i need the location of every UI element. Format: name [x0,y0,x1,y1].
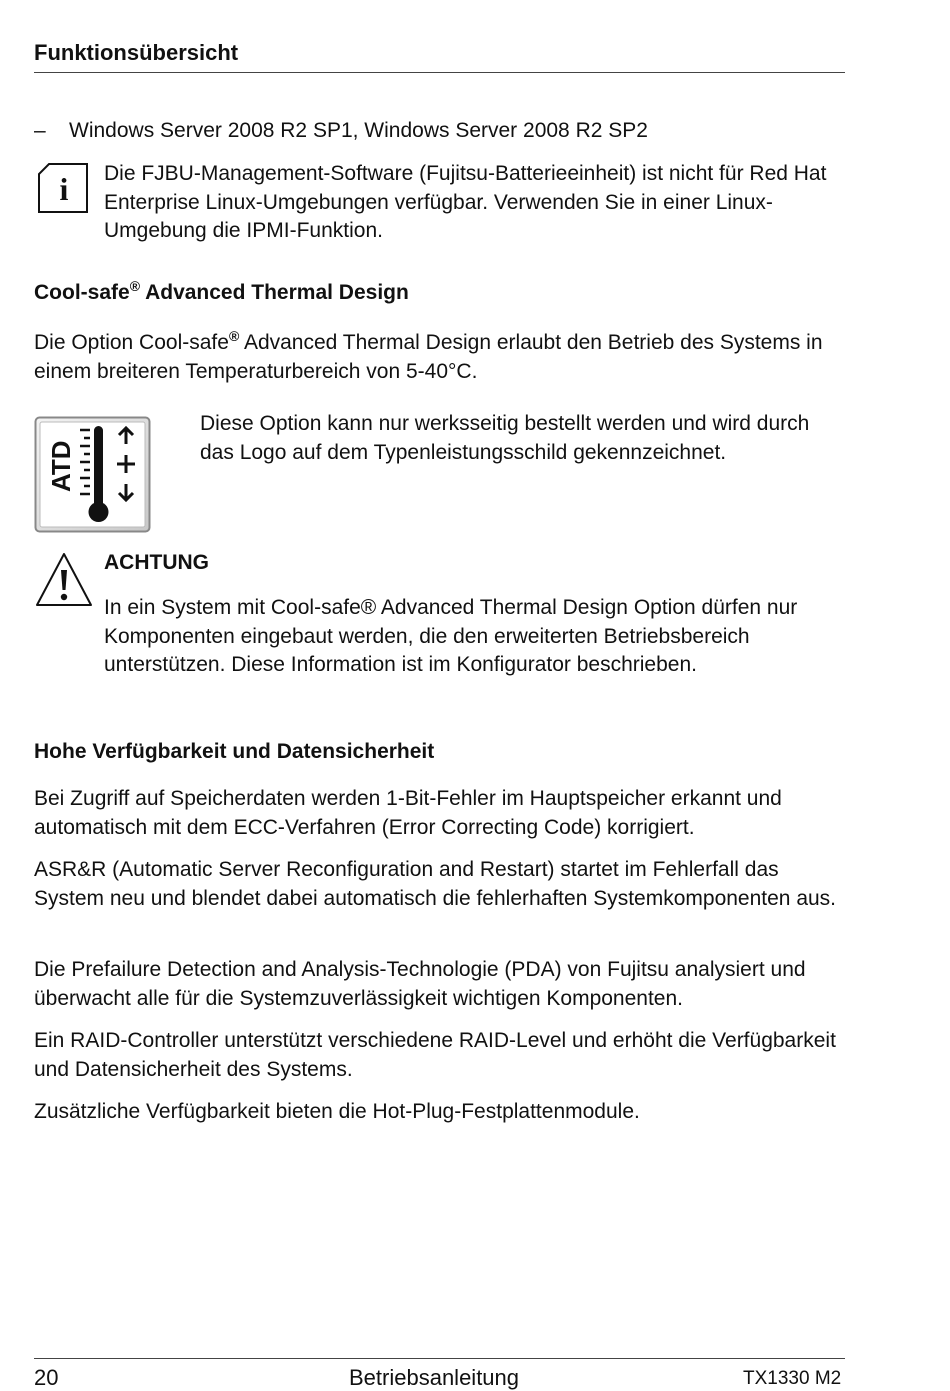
os-list-text: Windows Server 2008 R2 SP1, Windows Server 2008 R2 SP2 [69,119,648,142]
footer-doc-title: Betriebsanleitung [349,1365,520,1390]
caution-heading: ACHTUNG [104,551,209,574]
cool-safe-heading-post: Advanced Thermal Design [140,281,409,304]
atd-logo [34,416,151,533]
cool-safe-paragraph [34,322,844,386]
cool-safe-para-pre: Die Option Cool-safe [34,331,229,354]
cool-safe-heading [34,278,409,305]
atd-logo-description: Diese Option kann nur werksseitig bestellt werden und wird durch das Logo auf dem Typenleistungsschild gekennzeichnet. [200,412,810,464]
availability-paragraph: Die Prefailure Detection and Analysis-Technologie (PDA) von Fujitsu analysiert und überwacht alle für die Systemzuverlässigkeit wichtigen Komponenten. [34,958,806,1010]
list-dash: – [34,119,46,142]
section-header-title: Funktionsübersicht [34,40,239,65]
os-list-item [34,117,648,146]
availability-paragraph: Zusätzliche Verfügbarkeit bieten die Hot-Plug-Festplattenmodule. [34,1100,640,1123]
svg-text:i: i [59,171,69,207]
availability-paragraph: Ein RAID-Controller unterstützt verschiedene RAID-Level und erhöht die Verfügbarkeit und Datensicherheit des Systems. [34,1029,836,1081]
info-note-text: Die FJBU-Management-Software (Fujitsu-Batterieeinheit) ist nicht für Red Hat Enterprise Linux-Umgebungen verfügbar. Verwenden Sie in einer Linux-Umgebung die IPMI-Funktion. [104,162,827,242]
caution-text: In ein System mit Cool-safe® Advanced Thermal Design Option dürfen nur Komponenten eingebaut werden, die den erweiterten Betriebsbereich unterstützen. Diese Information ist im Konfigurator beschrieben. [104,596,798,676]
cool-safe-para-post: Advanced Thermal Design erlaubt den Betrieb des Systems in einem breiteren Temperaturbereich von 5-40°C. [34,331,823,383]
footer-model: TX1330 M2 [743,1368,842,1389]
registered-mark: ® [228,328,240,344]
header-divider [34,72,845,73]
atd-logo-label: ATD [46,440,76,492]
warning-icon [34,550,94,608]
cool-safe-heading-pre: Cool-safe [34,281,130,304]
availability-paragraph: Bei Zugriff auf Speicherdaten werden 1-Bit-Fehler im Hauptspeicher erkannt und automatisch mit dem ECC-Verfahren (Error Correcting Code) korrigiert. [34,787,782,839]
footer-divider [34,1358,845,1359]
availability-heading: Hohe Verfügbarkeit und Datensicherheit [34,740,435,763]
info-icon [37,163,89,213]
registered-mark: ® [129,278,141,294]
page-number: 20 [34,1365,59,1390]
availability-paragraph: ASR&R (Automatic Server Reconfiguration and Restart) startet im Fehlerfall das System neu und blendet dabei automatisch die fehlerhaften Systemkomponenten aus. [34,858,837,910]
